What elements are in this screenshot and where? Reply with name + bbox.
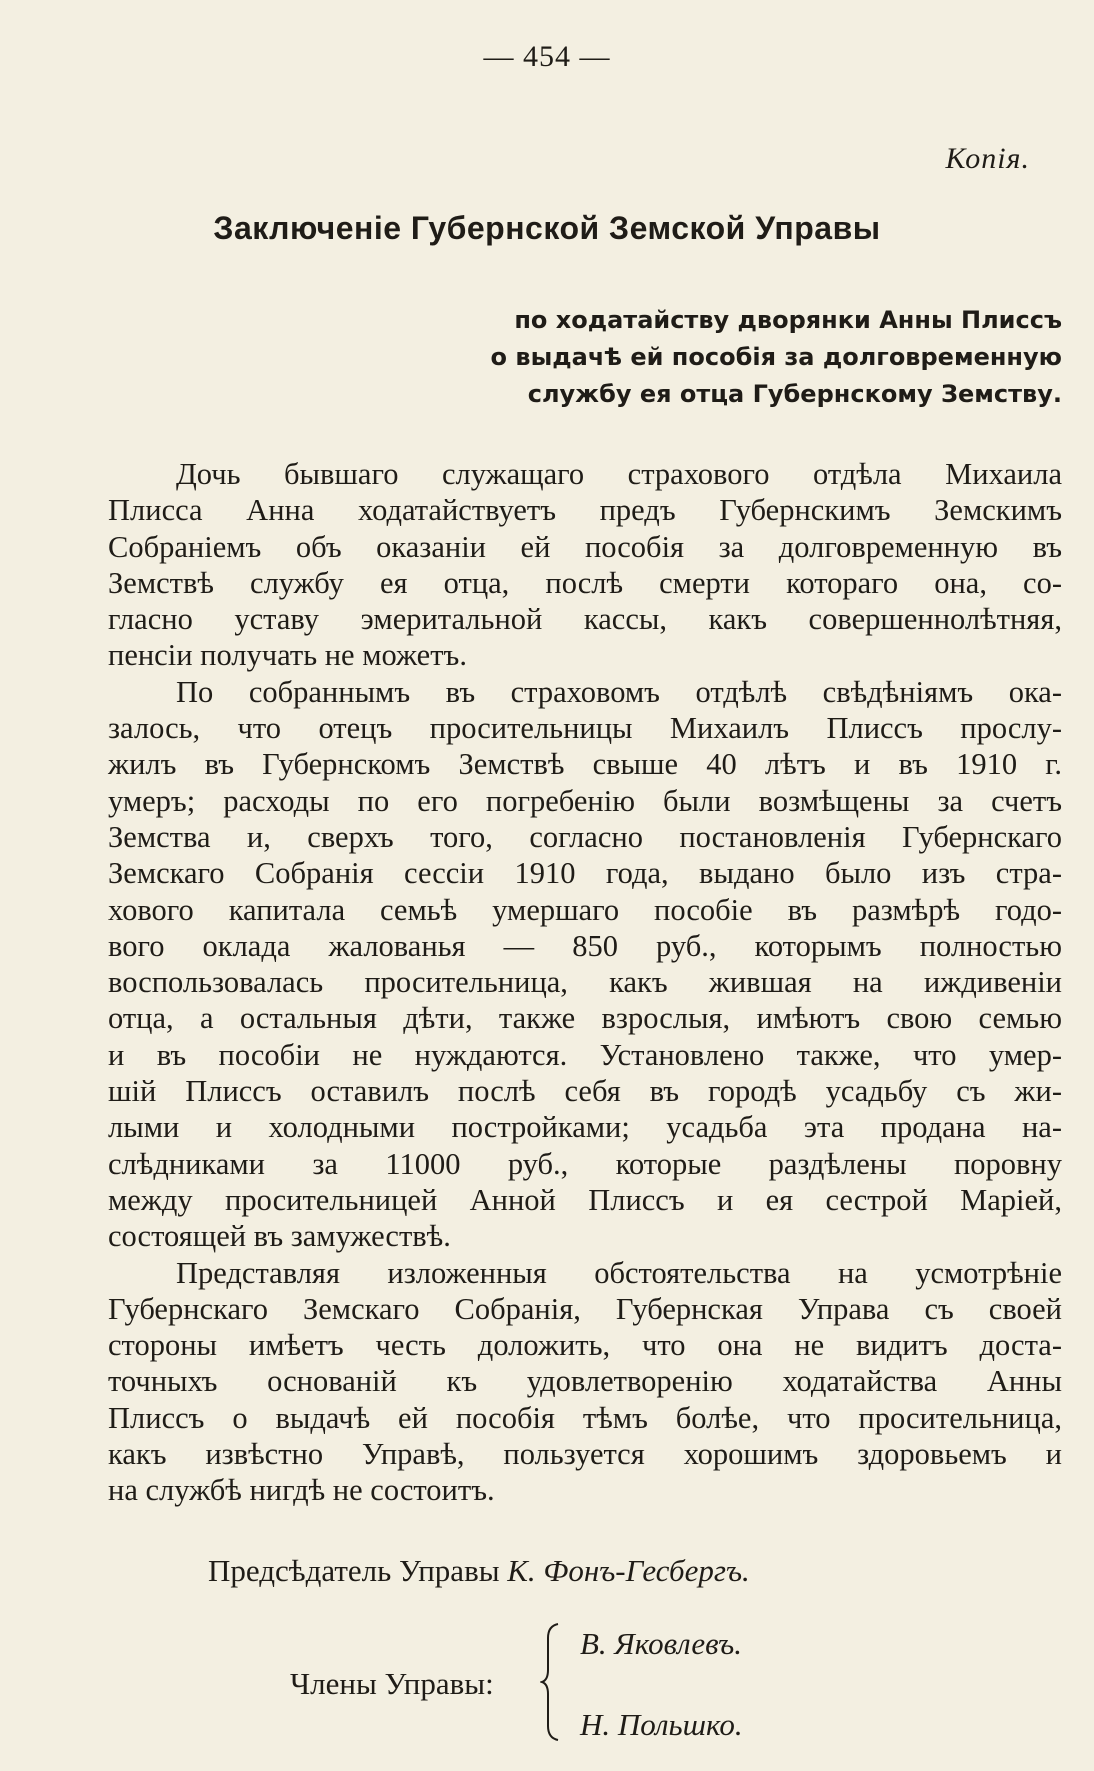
body-line: воспользовалась просительница, какъ жившая на иждивеніи [108,965,1062,1000]
chairman-signature: К. Фонъ-Гесбергъ. [507,1553,750,1588]
body-line: вого оклада жалованья — 850 руб., которымъ полностью [108,928,1062,963]
body-line: Представляя изложенныя обстоятельства на усмотрѣніе [176,1255,1062,1290]
body-line: пенсіи получать не можетъ. [108,638,467,673]
body-line: на службѣ нигдѣ не состоитъ. [108,1473,495,1508]
body-line: отца, а остальныя дѣти, также взрослыя, имѣютъ свою семью [108,1001,1062,1036]
body-line: По собраннымъ въ страховомъ отдѣлѣ свѣдѣніямъ ока- [176,674,1062,709]
body-line: какъ извѣстно Управѣ, пользуется хорошимъ здоровьемъ и [108,1437,1062,1472]
body-line: гласно уставу эмеритальной кассы, какъ совершеннолѣтняя, [108,602,1062,637]
body-line: слѣдниками за 11000 руб., которые раздѣлены поровну [108,1146,1062,1181]
page-number: — 454 — [483,40,611,73]
subject-line: службу ея отца Губернскому Земству. [527,380,1062,408]
copy-mark: Копія. [945,142,1030,175]
chairman-label: Предсѣдатель Управы [208,1553,500,1588]
subject-line: о выдачѣ ей пособія за долговременную [490,343,1062,371]
body-line: Губернскаго Земскаго Собранія, Губернская Управа съ своей [108,1291,1062,1326]
body-line: лыми и холодными постройками; усадьба эта продана на- [108,1110,1062,1145]
body-line: и въ пособіи не нуждаются. Установлено также, что умер- [108,1037,1062,1072]
body-line: жилъ въ Губернскомъ Земствѣ свыше 40 лѣтъ и въ 1910 г. [108,747,1062,782]
body-text [108,456,1062,1509]
member-signature: Н. Польшко. [580,1707,743,1742]
document-title: Заключеніе Губернской Земской Управы [213,210,881,246]
body-line: точныхъ основаній къ удовлетворенію ходатайства Анны [108,1364,1062,1399]
body-line: Земскаго Собранія сессіи 1910 года, выдано было изъ стра- [108,856,1062,891]
body-line: между просительницей Анной Плиссъ и ея сестрой Маріей, [108,1182,1062,1217]
body-line: Плисса Анна ходатайствуетъ предъ Губернскимъ Земскимъ [108,493,1062,528]
member-signature: В. Яковлевъ. [580,1626,743,1661]
members-brace [540,1622,562,1742]
body-line: умеръ; расходы по его погребенію были возмѣщены за счетъ [108,783,1062,818]
body-line: состоящей въ замужествѣ. [108,1219,451,1254]
body-line: Дочь бывшаго служащаго страхового отдѣла Михаила [176,457,1062,491]
document-subject [482,302,1062,413]
body-line: залось, что отецъ просительницы Михаилъ Плиссъ прослу- [108,711,1062,746]
chairman-line [208,1553,750,1589]
body-line: Земства и, сверхъ того, согласно постановленія Губернскаго [108,819,1062,854]
body-line: Плиссъ о выдачѣ ей пособія тѣмъ болѣе, что просительница, [108,1400,1062,1435]
members-label: Члены Управы: [290,1666,494,1701]
body-line: хового капитала семьѣ умершаго пособіе въ размѣрѣ годо- [108,892,1062,927]
body-line: Собраніемъ объ оказаніи ей пособія за долговременную въ [108,529,1062,564]
body-line: стороны имѣетъ честь доложить, что она не видитъ доста- [108,1328,1062,1363]
body-line: Земствѣ службу ея отца, послѣ смерти котораго она, со- [108,565,1062,600]
subject-line: по ходатайству дворянки Анны Плиссъ [514,306,1062,334]
body-line: шій Плиссъ оставилъ послѣ себя въ городѣ усадьбу съ жи- [108,1074,1062,1109]
